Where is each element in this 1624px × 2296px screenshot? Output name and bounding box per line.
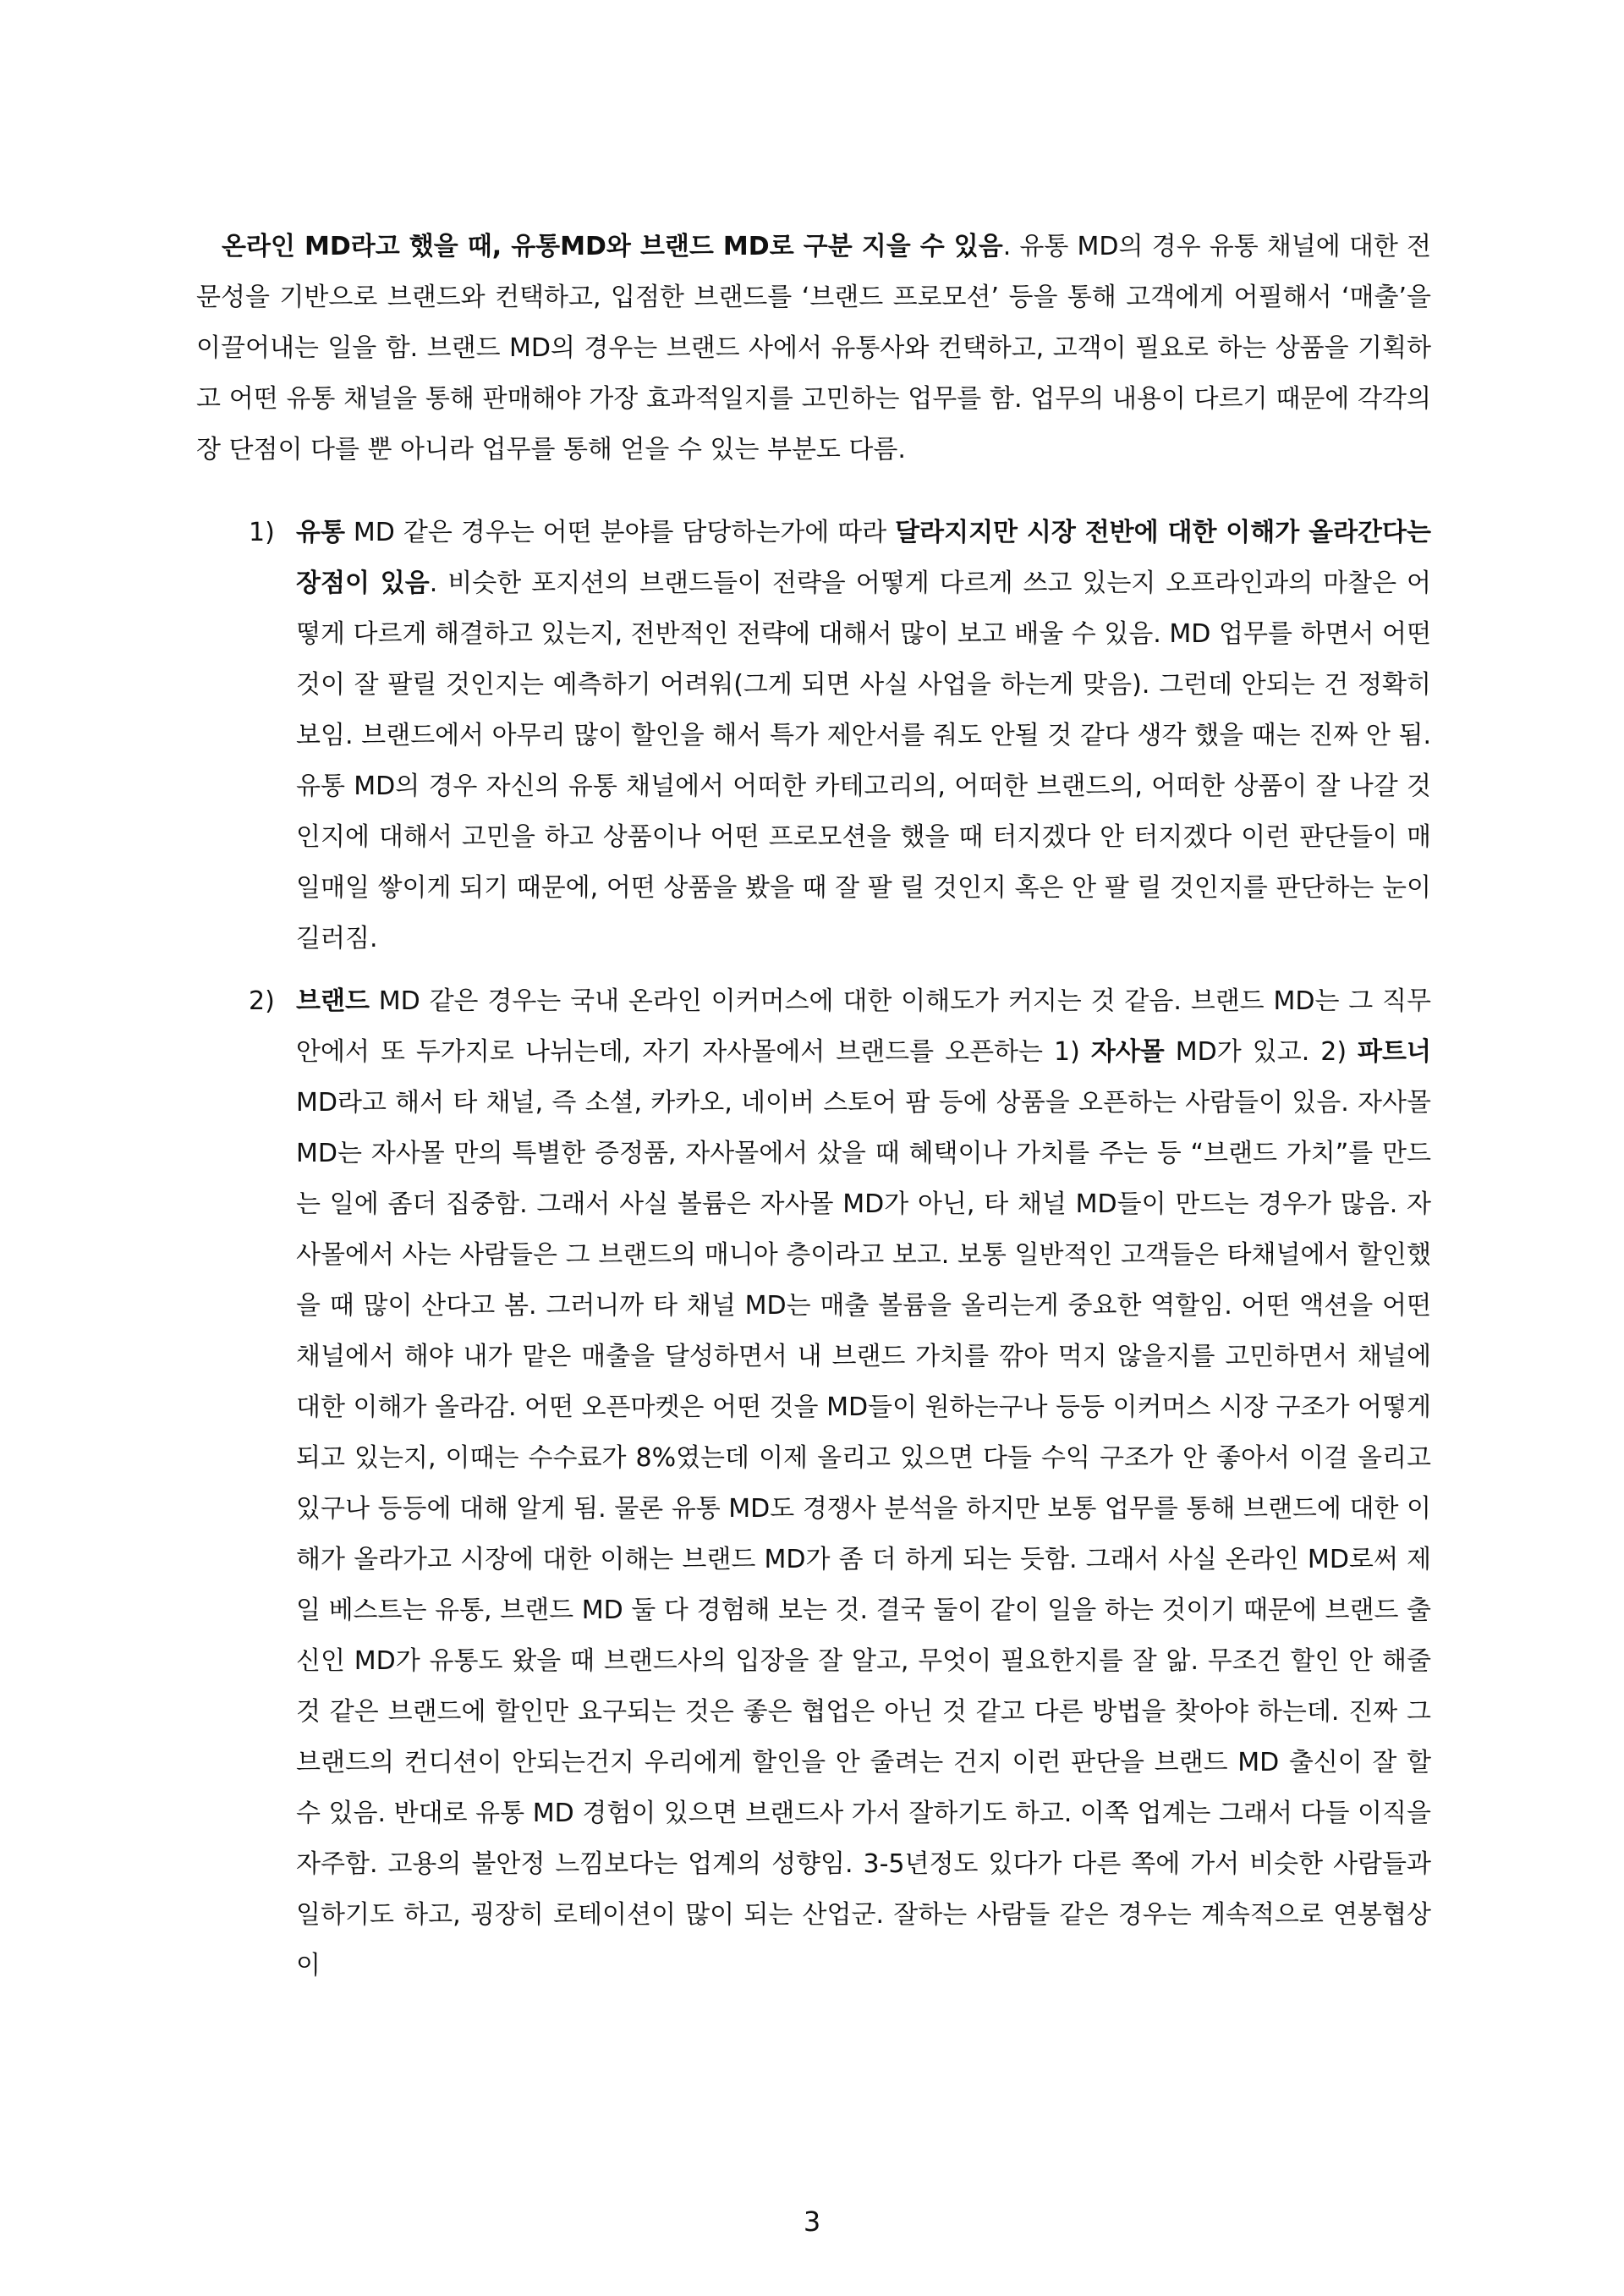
item1-bold-1: 유통 [296,518,345,547]
item2-text-3: MD라고 해서 타 채널, 즉 소셜, 카카오, 네이버 스토어 팜 등에 상품을 오픈하는 사람들이 있음. 자사몰 MD는 자사몰 만의 특별한 증정품, 자사몰에서 샀을 때 혜택이나 가치를 주는 등 “브랜드 가치”를 만드는 일에 좀더 집중함. 그래서 사실 볼륨은 자사몰 MD가 아닌, 타 채널 MD들이 만드는 경우가 많음. 자사몰에서 사는 사람들은 그 브랜드의 매니아 층이라고 보고. 보통 일반적인 고객들은 타채널에서 할인했을 때 많이 산다고 봄. 그러니까 타 채널 MD는 매출 볼륨을 올리는게 중요한 역할임. 어떤 액션을 어떤 채널에서 해야 내가 맡은 매출을 달성하면서 내 브랜드 가치를 깎아 먹지 않을지를 고민하면서 채널에 대한 이해가 올라감. 어떤 오픈마켓은 어떤 것을 MD들이 원하는구나 등등 이커머스 시장 구조가 어떻게 되고 있는지, 이때는 수수료가 8%였는데 이제 올리고 있으면 다들 수익 구조가 안 좋아서 이걸 올리고 있구나 등등에 대해 알게 됨. 물론 유통 MD도 경쟁사 분석을 하지만 보통 업무를 통해 브랜드에 대한 이해가 올라가고 시장에 대한 이해는 브랜드 MD가 좀 더 하게 되는 듯함. 그래서 사실 온라인 MD로써 제일 베스트는 유통, 브랜드 MD 둘 다 경험해 보는 것. 결국 둘이 같이 일을 하는 것이기 때문에 브랜드 출신인 MD가 유통도 왔을 때 브랜드사의 입장을 잘 알고, 무엇이 필요한지를 잘 앎. 무조건 할인 안 해줄 것 같은 브랜드에 할인만 요구되는 것은 좋은 협업은 아닌 것 같고 다른 방법을 찾아야 하는데. 진짜 그 브랜드의 컨디션이 안되는건지 우리에게 할인을 안 줄려는 건지 이런 판단을 브랜드 MD 출신이 잘 할 수 있음. 반대로 유통 MD 경험이 있으면 브랜드사 가서 잘하기도 하고. 이쪽 업계는 그래서 다들 이직을 자주함. 고용의 불안정 느낌보다는 업계의 성향임. 3-5년정도 있다가 다른 쪽에 가서 비슷한 사람들과 일하기도 하고, 굉장히 로테이션이 많이 되는 산업군. 잘하는 사람들 같은 경우는 계속적으로 연봉협상이 [296,1088,1431,1980]
item1-bold-2: 달라지지만 시장 전반에 대한 이해가 올라간다는 장점이 있음 [296,518,1431,598]
item1-text-2: . 비슷한 포지션의 브랜드들이 전략을 어떻게 다르게 쓰고 있는지 오프라인과의 마찰은 어떻게 다르게 해결하고 있는지, 전반적인 전략에 대해서 많이 보고 배울 수 있음. MD 업무를 하면서 어떤 것이 잘 팔릴 것인지는 예측하기 어려워(그게 되면 사실 사업을 하는게 맞음). 그런데 안되는 건 정확히 보임. 브랜드에서 아무리 많이 할인을 해서 특가 제안서를 줘도 안될 것 같다 생각 했을 때는 진짜 안 됨. 유통 MD의 경우 자신의 유통 채널에서 어떠한 카테고리의, 어떠한 브랜드의, 어떠한 상품이 잘 나갈 것인지에 대해서 고민을 하고 상품이나 어떤 프로모션을 했을 때 터지겠다 안 터지겠다 이런 판단들이 매일매일 쌓이게 되기 때문에, 어떤 상품을 봤을 때 잘 팔 릴 것인지 혹은 안 팔 릴 것인지를 판단하는 눈이 길러짐. [296,569,1431,953]
item1-text-1: MD 같은 경우는 어떤 분야를 담당하는가에 따라 [344,518,896,547]
numbered-list [196,508,1431,1991]
item2-bold-3: 파트너 [1358,1037,1431,1067]
item2-text-1: MD 같은 경우는 국내 온라인 이커머스에 대한 이해도가 커지는 것 같음. 브랜드 MD는 그 직무 안에서 또 두가지로 나뉘는데, 자기 자사몰에서 브랜드를 오픈하는 1) [296,986,1431,1067]
list-marker-1: 1) [249,518,275,547]
intro-bold-lead: 온라인 MD라고 했을 때, 유통MD와 브랜드 MD로 구분 지을 수 있음 [222,232,1003,261]
item2-bold-1: 브랜드 [296,986,370,1016]
intro-text: . 유통 MD의 경우 유통 채널에 대한 전문성을 기반으로 브랜드와 컨택하고, 입점한 브랜드를 ‘브랜드 프로모션’ 등을 통해 고객에게 어필해서 ‘매출’을 이끌어내는 일을 함. 브랜드 MD의 경우는 브랜드 사에서 유통사와 컨택하고, 고객이 필요로 하는 상품을 기획하고 어떤 유통 채널을 통해 판매해야 가장 효과적일지를 고민하는 업무를 함. 업무의 내용이 다르기 때문에 각각의 장 단점이 다를 뿐 아니라 업무를 통해 얻을 수 있는 부분도 다름. [196,232,1431,464]
intro-paragraph [196,222,1431,475]
page-number: 3 [803,2205,821,2238]
item2-text-2: MD가 있고. 2) [1164,1037,1358,1067]
list-item-2 [196,976,1431,1991]
item2-bold-2: 자사몰 [1090,1037,1165,1067]
list-item-1 [196,508,1431,964]
list-marker-2: 2) [249,986,275,1016]
